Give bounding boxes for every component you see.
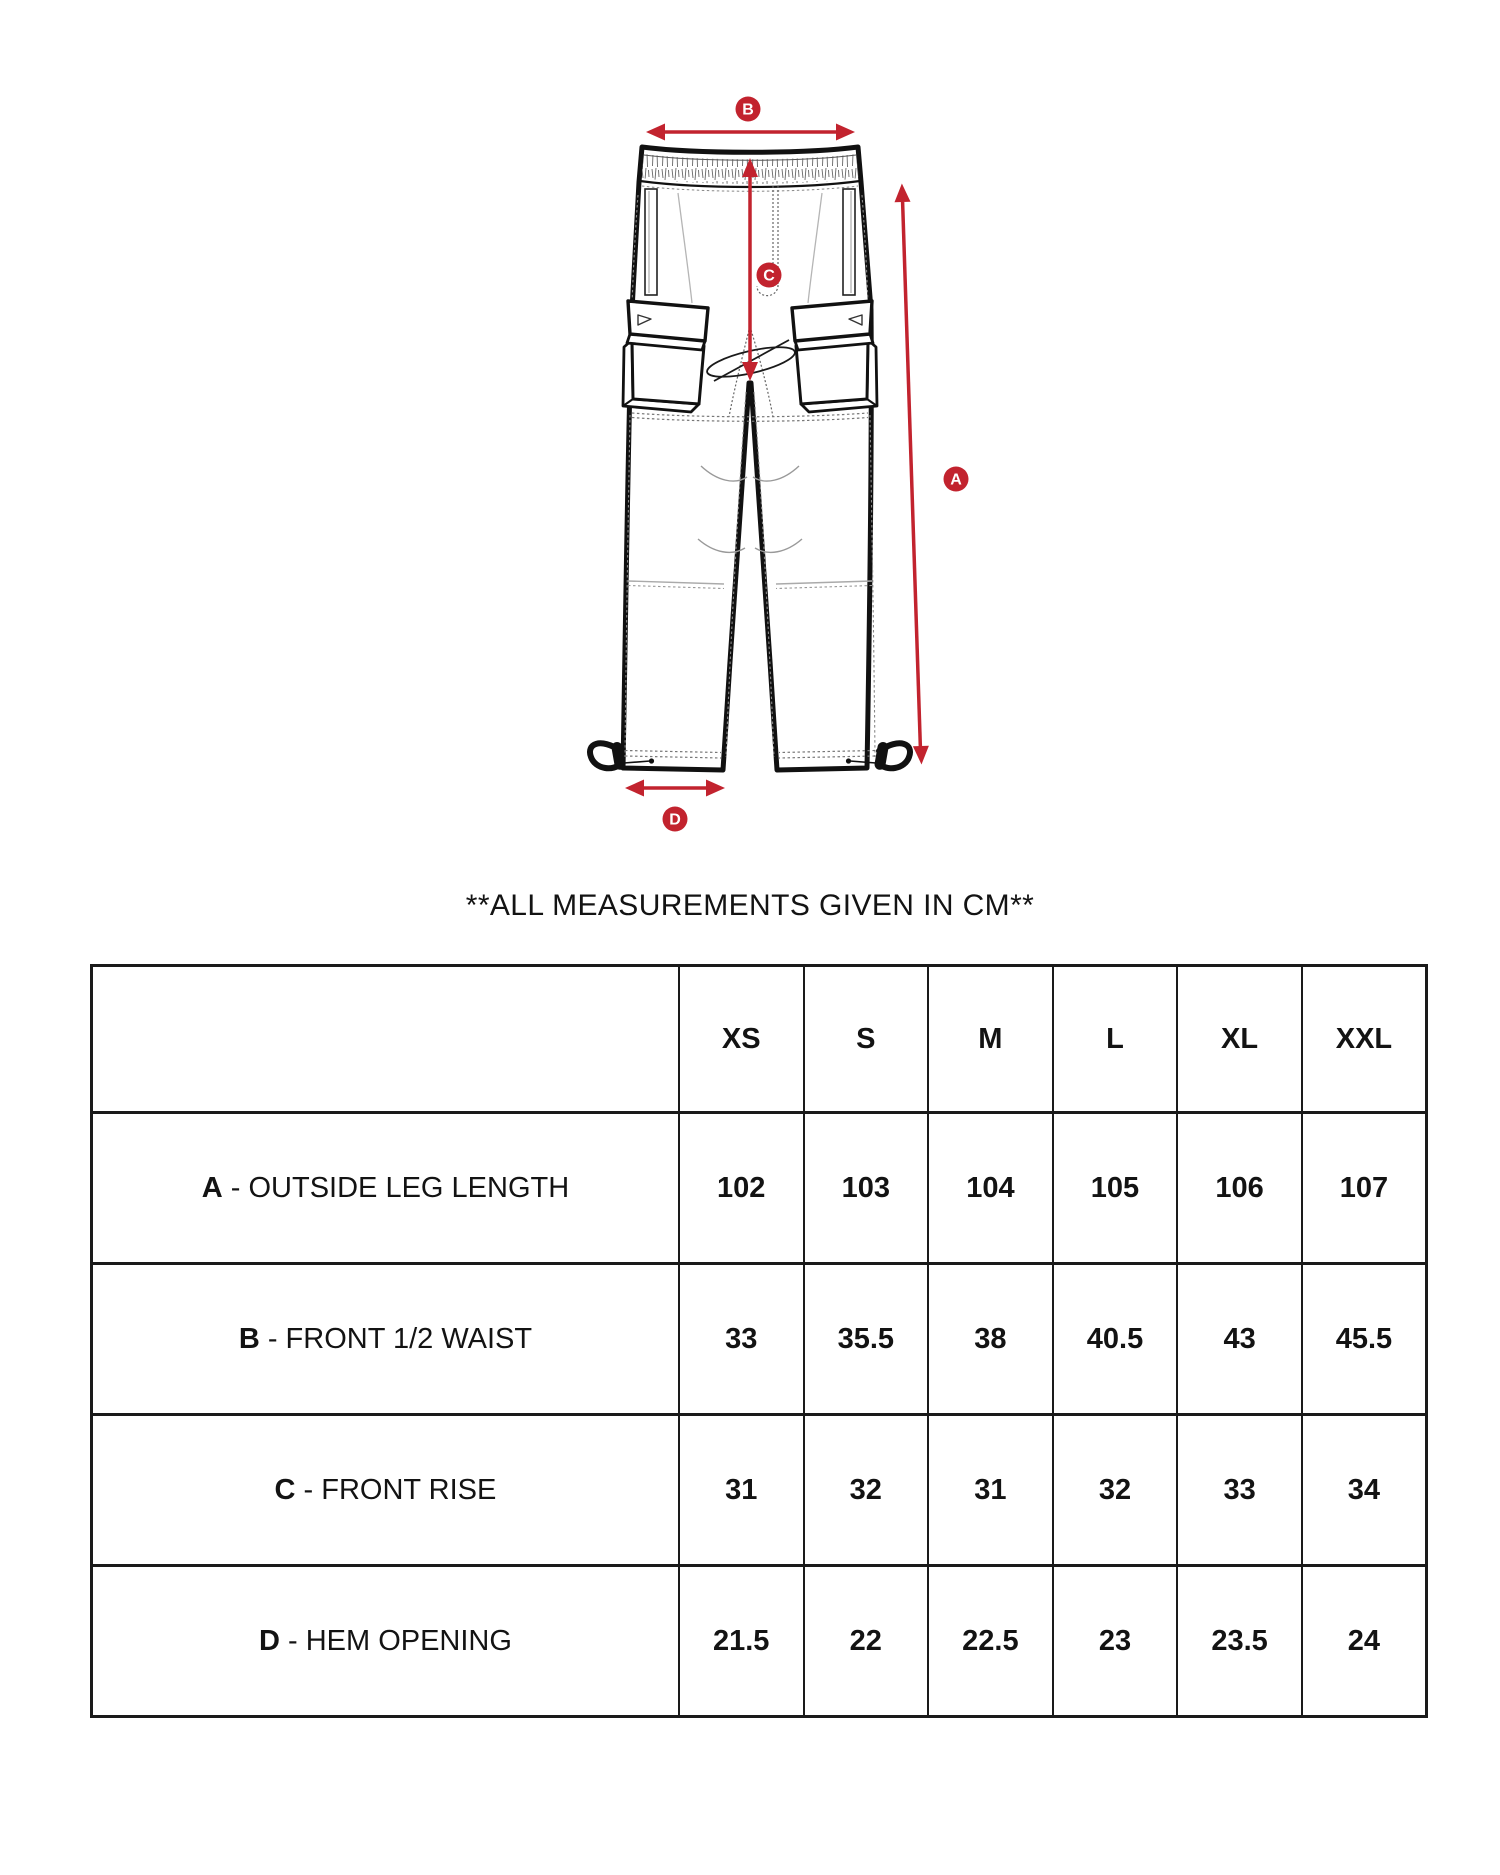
cell-value: 33 bbox=[679, 1264, 804, 1415]
pants-technical-drawing bbox=[420, 50, 1040, 880]
badge-c-letter: C bbox=[763, 267, 775, 285]
cell-value: 102 bbox=[679, 1113, 804, 1264]
corner-cell bbox=[92, 966, 679, 1113]
size-chart-table bbox=[90, 964, 1428, 1718]
cell-value: 104 bbox=[928, 1113, 1053, 1264]
cargo-pocket-right bbox=[792, 301, 877, 412]
size-header-row bbox=[92, 966, 1427, 1113]
size-header-xl: XL bbox=[1177, 966, 1302, 1113]
arrowhead-right-icon bbox=[706, 780, 725, 797]
arrowhead-left-icon bbox=[625, 780, 644, 797]
cell-value: 107 bbox=[1302, 1113, 1427, 1264]
table-row-hem-opening bbox=[92, 1566, 1427, 1717]
size-header-l: L bbox=[1053, 966, 1178, 1113]
cell-value: 40.5 bbox=[1053, 1264, 1178, 1415]
cell-value: 34 bbox=[1302, 1415, 1427, 1566]
row-label: D - HEM OPENING bbox=[92, 1566, 679, 1717]
cargo-pocket-left bbox=[623, 301, 708, 412]
cell-value: 32 bbox=[1053, 1415, 1178, 1566]
cell-value: 23 bbox=[1053, 1566, 1178, 1717]
cell-value: 35.5 bbox=[804, 1264, 929, 1415]
cell-value: 45.5 bbox=[1302, 1264, 1427, 1415]
cell-value: 31 bbox=[679, 1415, 804, 1566]
row-label: B - FRONT 1/2 WAIST bbox=[92, 1264, 679, 1415]
pants-outline bbox=[623, 147, 871, 770]
arrow-d bbox=[625, 780, 725, 832]
cell-value: 103 bbox=[804, 1113, 929, 1264]
arrowhead-up-icon bbox=[895, 184, 911, 203]
slit-pocket-left bbox=[645, 189, 657, 295]
slit-pocket-right bbox=[843, 189, 855, 295]
size-header-s: S bbox=[804, 966, 929, 1113]
size-header-m: M bbox=[928, 966, 1053, 1113]
cell-value: 24 bbox=[1302, 1566, 1427, 1717]
cell-value: 22.5 bbox=[928, 1566, 1053, 1717]
size-header-xs: XS bbox=[679, 966, 804, 1113]
table-row-front-half-waist bbox=[92, 1264, 1427, 1415]
arrowhead-left-icon bbox=[646, 124, 665, 141]
badge-d-letter: D bbox=[669, 811, 681, 829]
cell-value: 105 bbox=[1053, 1113, 1178, 1264]
cell-value: 31 bbox=[928, 1415, 1053, 1566]
table-row-outside-leg-length bbox=[92, 1113, 1427, 1264]
measurements-unit-note: **ALL MEASUREMENTS GIVEN IN CM** bbox=[465, 889, 1035, 922]
arrow-a bbox=[895, 184, 969, 765]
cell-value: 33 bbox=[1177, 1415, 1302, 1566]
row-label: C - FRONT RISE bbox=[92, 1415, 679, 1566]
arrow-b bbox=[646, 97, 855, 141]
badge-a-letter: A bbox=[950, 471, 962, 489]
badge-b-letter: B bbox=[742, 101, 754, 119]
cell-value: 106 bbox=[1177, 1113, 1302, 1264]
size-header-xxl: XXL bbox=[1302, 966, 1427, 1113]
cell-value: 21.5 bbox=[679, 1566, 804, 1717]
cell-value: 22 bbox=[804, 1566, 929, 1717]
row-label: A - OUTSIDE LEG LENGTH bbox=[92, 1113, 679, 1264]
cell-value: 32 bbox=[804, 1415, 929, 1566]
arrowhead-down-icon bbox=[913, 746, 929, 765]
arrowhead-right-icon bbox=[836, 124, 855, 141]
table-row-front-rise bbox=[92, 1415, 1427, 1566]
pants-diagram bbox=[420, 50, 1040, 880]
cell-value: 43 bbox=[1177, 1264, 1302, 1415]
cell-value: 38 bbox=[928, 1264, 1053, 1415]
cell-value: 23.5 bbox=[1177, 1566, 1302, 1717]
